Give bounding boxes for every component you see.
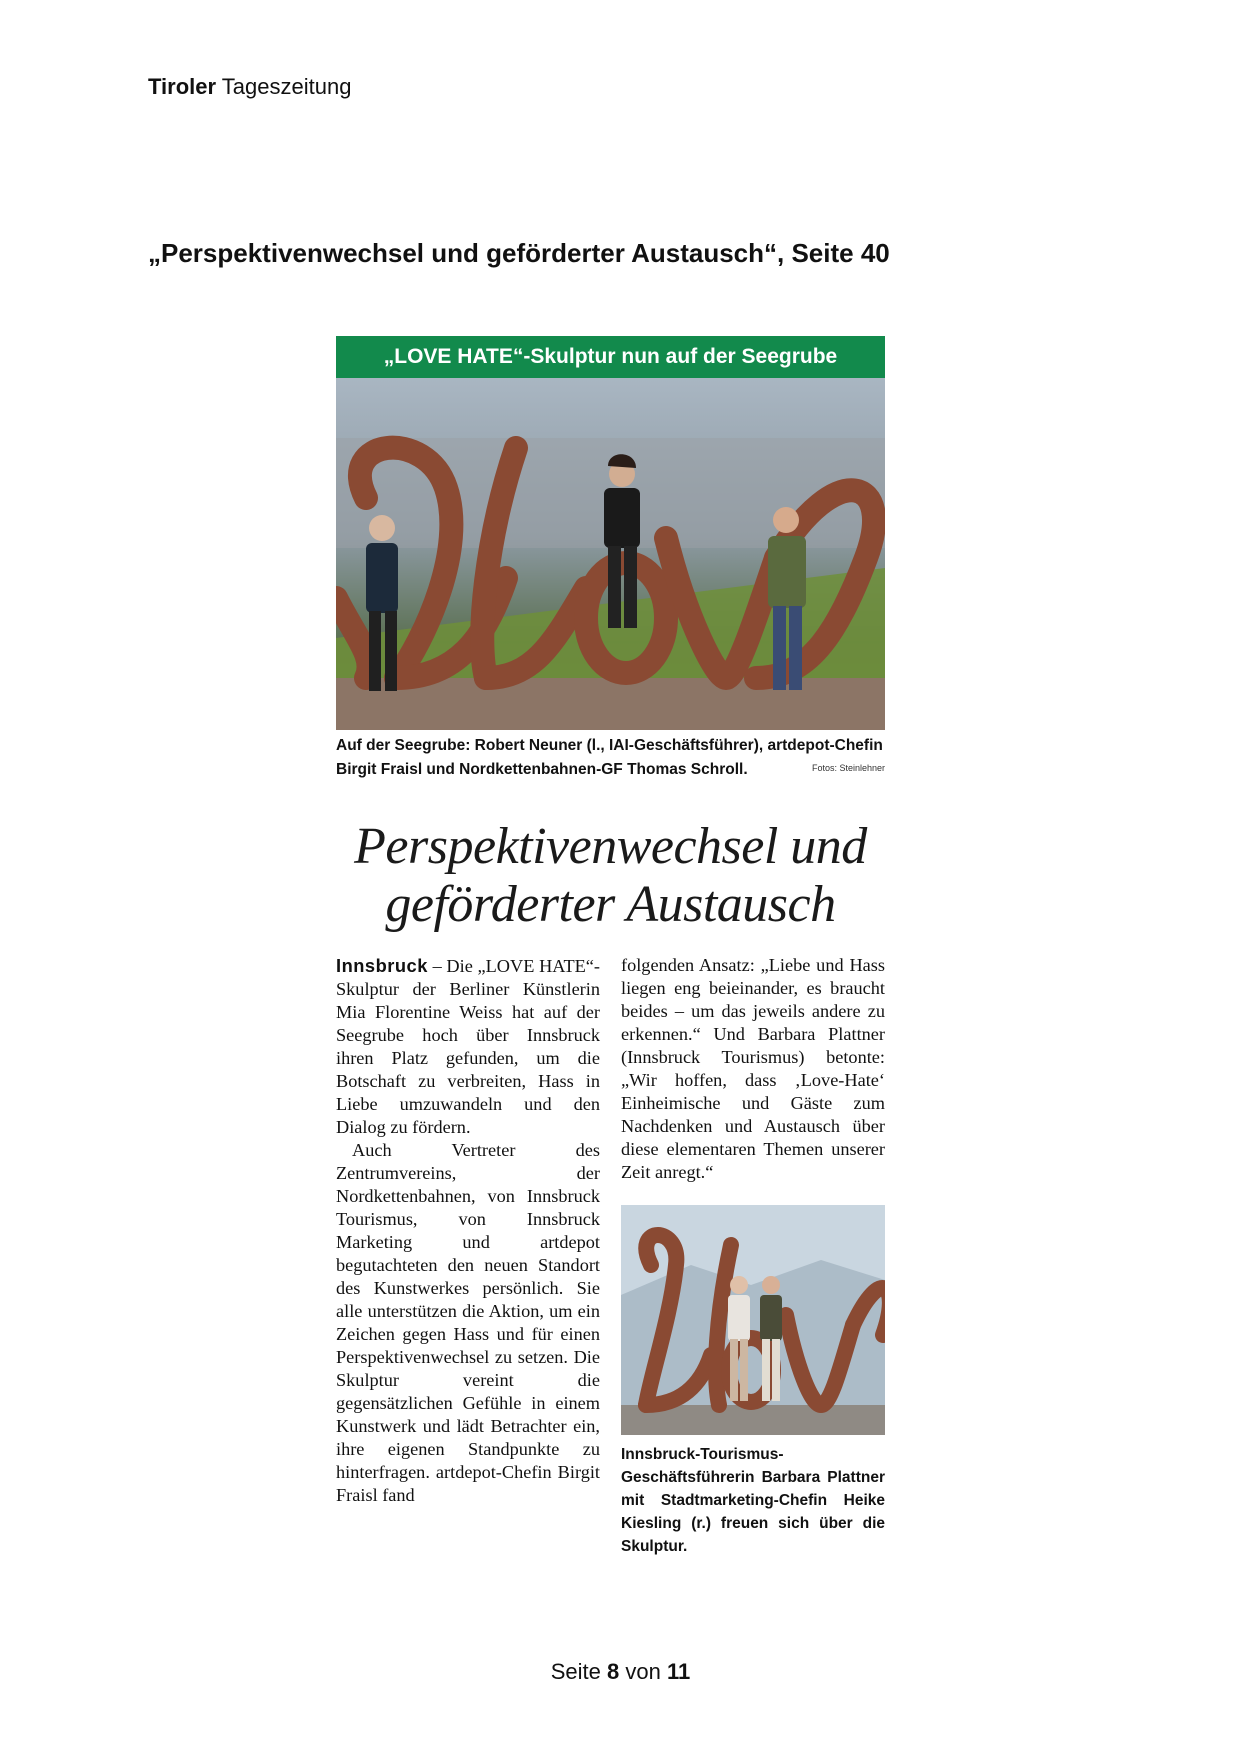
- publication-name-bold: Tiroler: [148, 74, 217, 99]
- article-column-left: [336, 954, 600, 1507]
- headline-line2: geförderter Austausch: [385, 876, 836, 933]
- dateline: Innsbruck: [336, 955, 428, 976]
- clipping-reference-title: „Perspektivenwechsel und geförderter Austausch“, Seite 40: [148, 238, 890, 268]
- body-paragraph-3: folgenden Ansatz: „Liebe und Hass liegen eng beieinander, es braucht beides – um das jeweils andere zu erkennen.“ Und Barbara Plattner (Innsbruck Tourismus) betonte: „Wir hoffen, dass ‚Love-Hate‘ Einheimische und Gäste zum Nachdenken und Austausch über diese elementaren Themen unserer Zeit anregt.“: [621, 955, 885, 1182]
- article-headline: [336, 818, 885, 934]
- page-number: [0, 1659, 1241, 1685]
- page-label: Seite: [550, 1659, 601, 1684]
- photo-credit: Fotos: Steinlehner: [811, 763, 885, 773]
- article-banner: [336, 336, 885, 378]
- headline-line1: Perspektivenwechsel und: [354, 818, 867, 875]
- publication-header: [148, 74, 351, 100]
- sculpture-photo-two-women: [621, 1205, 885, 1435]
- publication-name-rest: Tageszeitung: [221, 74, 352, 99]
- body-paragraph-2: Auch Vertreter des Zentrumvereins, der Nordkettenbahnen, von Innsbruck Tourismus, von Innsbruck Marketing und artdepot begutachteten den neuen Standort des Kunstwerkes persönlich. Sie alle unterstützen die Aktion, um ein Zeichen gegen Hass und für einen Perspektivenwechsel zu setzen. Die Skulptur vereint die gegensätzlichen Gefühle in einem Kunstwerk und lädt Betrachter ein, ihre eigenen Standpunkte zu hinterfragen. artdepot-Chefin Birgit Fraisl fand: [336, 1140, 600, 1505]
- paragraph-1-text: – Die „LOVE HATE“-Skulptur der Berliner Künstlerin Mia Florentine Weiss hat auf der Seegrube hoch über Innsbruck ihren Platz gefunden, um die Botschaft zu verbreiten, Hass in Liebe umzuwandeln und den Dialog zu fördern.: [336, 956, 600, 1137]
- total-pages: 11: [667, 1659, 691, 1684]
- photo2-caption: Innsbruck-Tourismus-Geschäftsführerin Barbara Plattner mit Stadtmarketing-Chefin Heike Kiesling (r.) freuen sich über die Skulptur.: [621, 1446, 885, 1555]
- banner-text: „LOVE HATE“-Skulptur nun auf der Seegrube: [383, 345, 838, 368]
- article-body: [336, 954, 885, 1554]
- article-column-right: [621, 954, 885, 1558]
- body-paragraph-1: [336, 954, 600, 1139]
- photo1-caption-block: [336, 734, 885, 782]
- newspaper-clipping: [336, 336, 885, 1554]
- current-page: 8: [607, 1659, 620, 1684]
- sculpture-photo-seegrube: [336, 378, 885, 730]
- photo1-caption: Auf der Seegrube: Robert Neuner (l., IAI-Geschäftsführer), artdepot-Chefin Birgit Fraisl und Nordkettenbahnen-GF Thomas Schroll.: [336, 737, 883, 778]
- page-of-label: von: [625, 1659, 661, 1684]
